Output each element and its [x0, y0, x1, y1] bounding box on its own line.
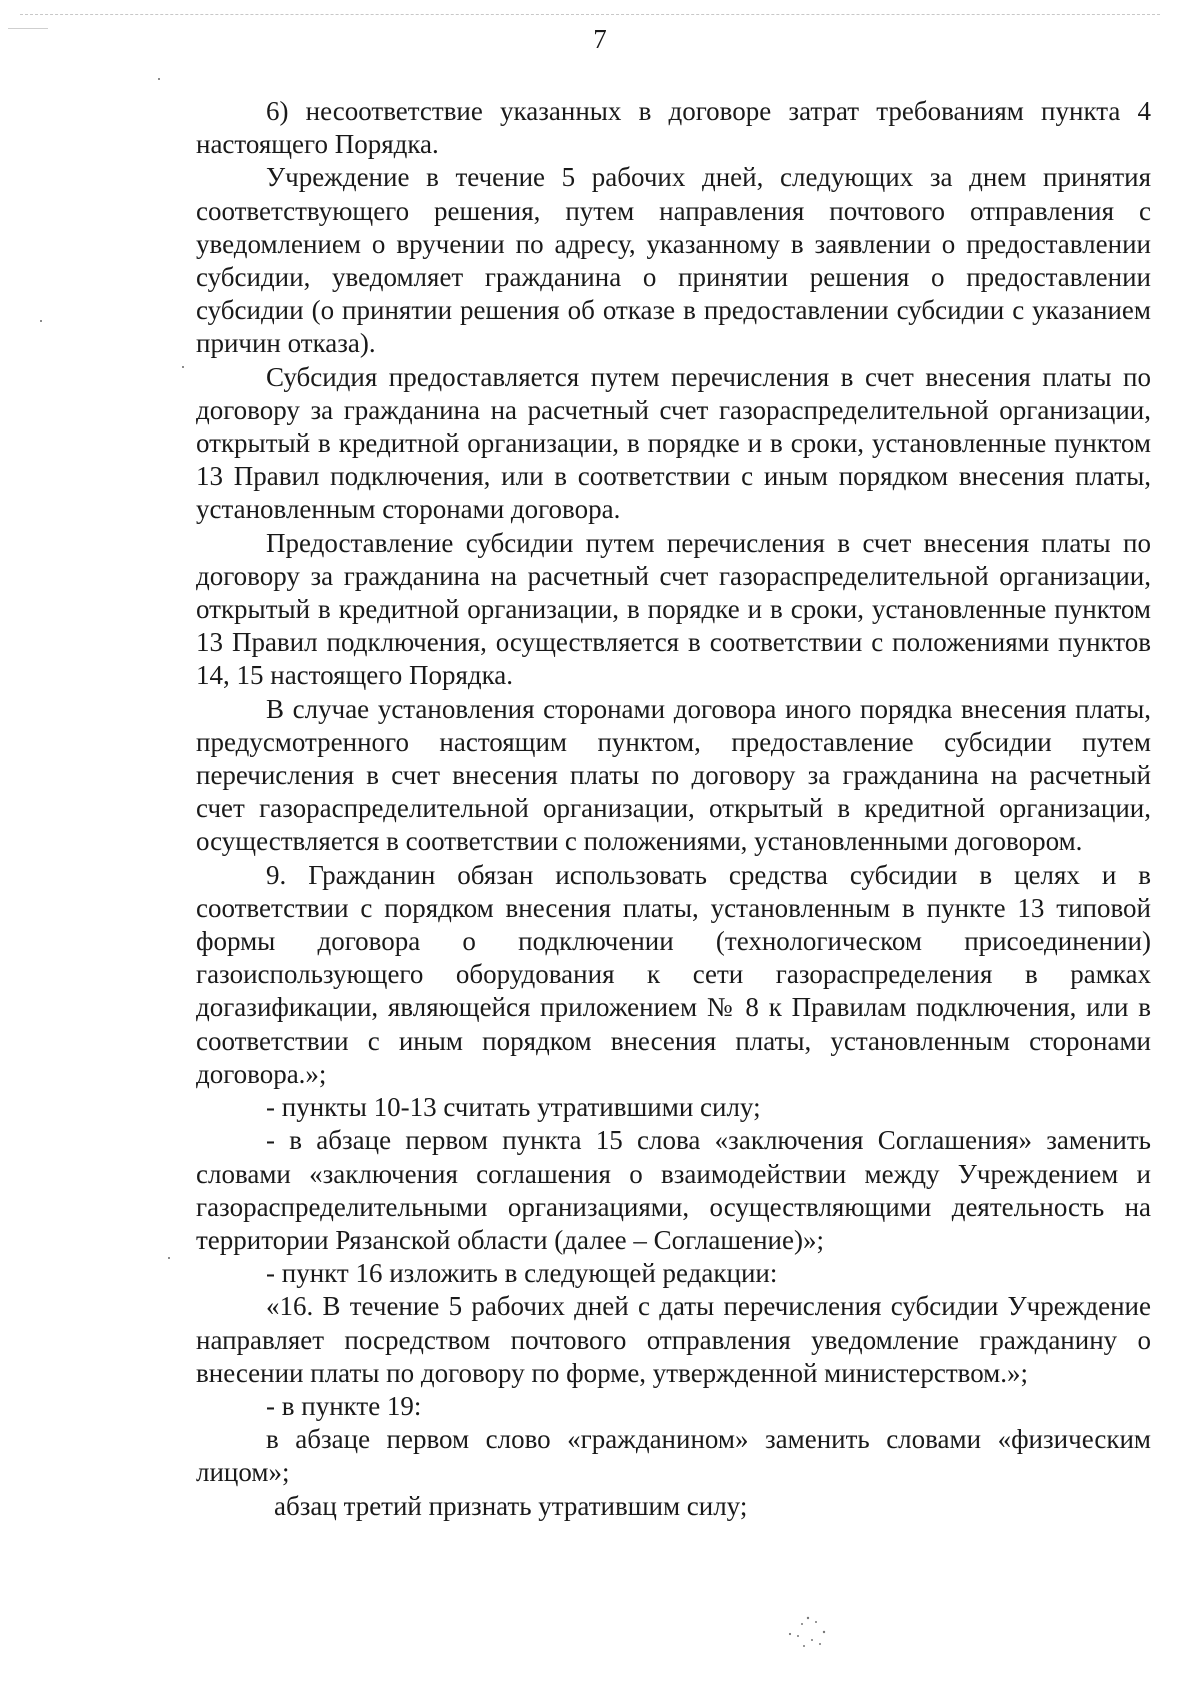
paragraph-1: 6) несоответствие указанных в договоре затрат требованиям пункта 4 настоящего Порядка. [196, 96, 1151, 160]
paragraph-8: - в абзаце первом пункта 15 слова «заключения Соглашения» заменить словами «заключения соглашения о взаимодействии между Учреждением и газораспределительными организациями, осуществляющими деятельность на территории Рязанской области (далее – Соглашение)»; [196, 1125, 1151, 1255]
scan-speck [168, 1257, 170, 1259]
paragraph-7: - пункты 10-13 считать утратившими силу; [266, 1092, 761, 1123]
document-body [196, 95, 1151, 1523]
paragraph-9: - пункт 16 изложить в следующей редакции: [266, 1258, 778, 1289]
scan-speck [158, 78, 160, 80]
paragraph-13: абзац третий признать утратившим силу; [274, 1490, 748, 1521]
paragraph-11: - в пункте 19: [266, 1390, 422, 1421]
scan-edge-artifact [20, 14, 1160, 15]
paragraph-3: Субсидия предоставляется путем перечисления в счет внесения платы по договору за гражданина на расчетный счет газораспределительной организации, открытый в кредитной организации, в порядке и в сроки, установленные пунктом 13 Правил подключения, или в соответствии с иным порядком внесения платы, установленным сторонами договора. [196, 361, 1151, 525]
paragraph-4: Предоставление субсидии путем перечисления в счет внесения платы по договору за гражданина на расчетный счет газораспределительной организации, открытый в кредитной организации, в порядке и в сроки, установленные пунктом 13 Правил подключения, осуществляется в соответствии с положениями пунктов 14, 15 настоящего Порядка. [196, 527, 1151, 691]
paragraph-10: «16. В течение 5 рабочих дней с даты перечисления субсидии Учреждение направляет посредством почтового отправления уведомление гражданину о внесении платы по договору по форме, утвержденной министерством.»; [196, 1291, 1151, 1388]
paragraph-5: В случае установления сторонами договора иного порядка внесения платы, предусмотренного настоящим пунктом, предоставление субсидии путем перечисления в счет внесения платы по договору за гражданина на расчетный счет газораспределительной организации, открытый в кредитной организации, осуществляется в соответствии с положениями, установленными договором. [196, 693, 1151, 857]
stamp-mark [780, 1612, 840, 1652]
page-number: 7 [593, 24, 607, 54]
paragraph-2: Учреждение в течение 5 рабочих дней, следующих за днем принятия соответствующего решения, путем направления почтового отправления с уведомлением о вручении по адресу, указанному в заявлении о предоставлении субсидии, уведомляет гражданина о принятии решения о предоставлении субсидии (о принятии решения об отказе в предоставлении субсидии с указанием причин отказа). [196, 162, 1151, 359]
scan-speck [40, 320, 42, 322]
paragraph-12: в абзаце первом слово «гражданином» заменить словами «физическим лицом»; [196, 1424, 1151, 1488]
scan-speck [182, 366, 184, 368]
paragraph-6: 9. Гражданин обязан использовать средства субсидии в целях и в соответствии с порядком внесения платы, установленным в пункте 13 типовой формы договора о подключении (технологическом присоединении) газоиспользующего оборудования к сети газораспределения в рамках догазификации, являющейся приложением № 8 к Правилам подключения, или в соответствии с иным порядком внесения платы, установленным сторонами договора.»; [196, 859, 1151, 1089]
